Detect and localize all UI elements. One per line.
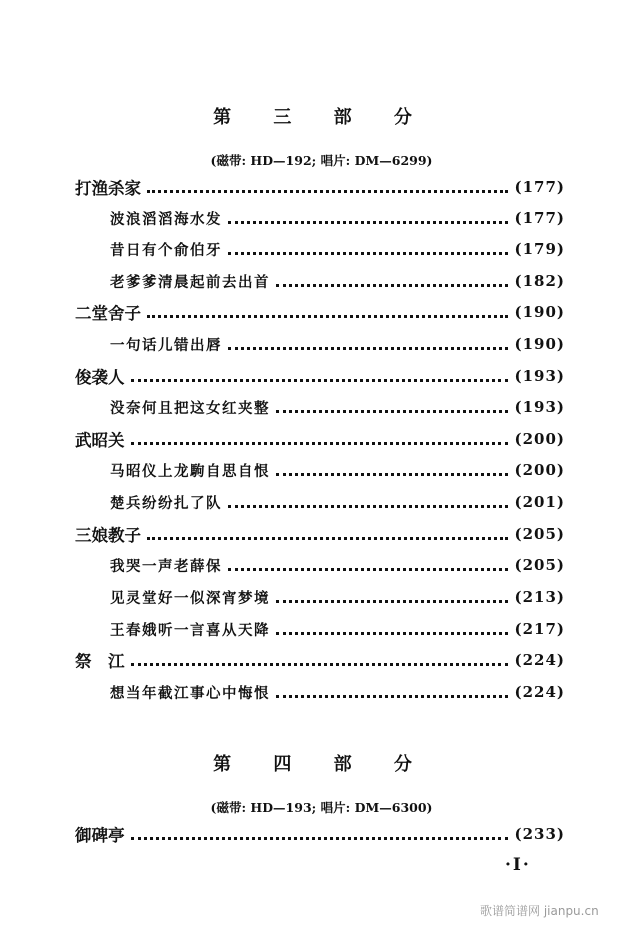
toc-subentry xyxy=(110,585,565,609)
toc-entry-page: (213) xyxy=(514,588,565,606)
toc-entry-page: (182) xyxy=(514,272,565,290)
toc-entry-page: (205) xyxy=(514,556,565,574)
dot-leader xyxy=(276,284,508,287)
dot-leader xyxy=(276,632,508,635)
toc-entry-title: 三娘教子 xyxy=(75,526,141,545)
toc-entry-title: 武昭关 xyxy=(75,431,125,450)
dot-leader xyxy=(147,190,508,193)
toc-entry-page: (224) xyxy=(514,651,565,669)
toc-entry-page: (193) xyxy=(514,367,565,385)
toc-entry-title: 见灵堂好一似深宵梦境 xyxy=(110,589,270,607)
toc-subentry xyxy=(110,269,565,293)
toc-entry-title: 俊袭人 xyxy=(75,368,125,387)
toc-entry-title: 昔日有个俞伯牙 xyxy=(110,241,222,259)
toc-entry xyxy=(75,175,565,199)
toc-entry-page: (190) xyxy=(514,303,565,321)
toc-entry xyxy=(75,822,565,846)
dot-leader xyxy=(276,473,508,476)
dot-leader xyxy=(131,837,509,840)
toc-entry-page: (179) xyxy=(514,240,565,258)
toc-subentry xyxy=(110,332,565,356)
toc-entry-title: 老爹爹清晨起前去出首 xyxy=(110,273,270,291)
toc-entry-page: (190) xyxy=(514,335,565,353)
dot-leader xyxy=(276,695,508,698)
dot-leader xyxy=(228,221,508,224)
page-number: ·Ⅰ· xyxy=(505,855,531,875)
toc-entry-page: (233) xyxy=(514,825,565,843)
dot-leader xyxy=(228,505,508,508)
toc-entry-title: 楚兵纷纷扎了队 xyxy=(110,494,222,512)
toc-entry-title: 二堂舍子 xyxy=(75,304,141,323)
part3-title: 第 三 部 分 xyxy=(213,107,430,128)
toc-subentry xyxy=(110,680,565,704)
toc-entry-page: (200) xyxy=(514,430,565,448)
toc-entry-title: 祭 江 xyxy=(75,652,125,671)
toc-entry-page: (193) xyxy=(514,398,565,416)
toc-subentry xyxy=(110,237,565,261)
dot-leader xyxy=(228,252,508,255)
toc-entry-page: (177) xyxy=(514,178,565,196)
toc-entry-title: 波浪滔滔海水发 xyxy=(110,210,222,228)
toc-entry-title: 王春娥听一言喜从天降 xyxy=(110,621,270,639)
toc-entry xyxy=(75,648,565,672)
dot-leader xyxy=(147,315,508,318)
dot-leader xyxy=(228,568,508,571)
toc-entry-page: (217) xyxy=(514,620,565,638)
dot-leader xyxy=(131,442,509,445)
toc-entry-page: (205) xyxy=(514,525,565,543)
dot-leader xyxy=(131,663,509,666)
part3-source: (磁带: HD—192; 唱片: DM—6299) xyxy=(210,153,433,168)
toc-entry-title: 一句话儿错出唇 xyxy=(110,336,222,354)
dot-leader xyxy=(276,600,508,603)
toc-subentry xyxy=(110,395,565,419)
toc-entry-title: 马昭仪上龙駒自思自恨 xyxy=(110,462,270,480)
part4-source: (磁带: HD—193; 唱片: DM—6300) xyxy=(210,800,433,815)
toc-entry-page: (200) xyxy=(514,461,565,479)
toc-entry-page: (224) xyxy=(514,683,565,701)
toc-entry-title: 御碑亭 xyxy=(75,826,125,845)
toc-entry xyxy=(75,364,565,388)
dot-leader xyxy=(147,537,508,540)
toc-entry xyxy=(75,427,565,451)
dot-leader xyxy=(228,347,508,350)
toc-entry-title: 打渔杀家 xyxy=(75,179,141,198)
toc-subentry xyxy=(110,553,565,577)
toc-entry-page: (201) xyxy=(514,493,565,511)
site-watermark: 歌谱简谱网 jianpu.cn xyxy=(480,904,599,918)
toc-entry xyxy=(75,300,565,324)
toc-subentry xyxy=(110,617,565,641)
toc-entry xyxy=(75,522,565,546)
toc-entry-title: 我哭一声老薛保 xyxy=(110,557,222,575)
part4-title: 第 四 部 分 xyxy=(213,754,430,775)
toc-subentry xyxy=(110,458,565,482)
toc-entry-page: (177) xyxy=(514,209,565,227)
toc-subentry xyxy=(110,206,565,230)
toc-entry-title: 没奈何且把这女红夹整 xyxy=(110,399,270,417)
toc-subentry xyxy=(110,490,565,514)
dot-leader xyxy=(131,379,509,382)
dot-leader xyxy=(276,410,508,413)
toc-entry-title: 想当年截江事心中悔恨 xyxy=(110,684,270,702)
